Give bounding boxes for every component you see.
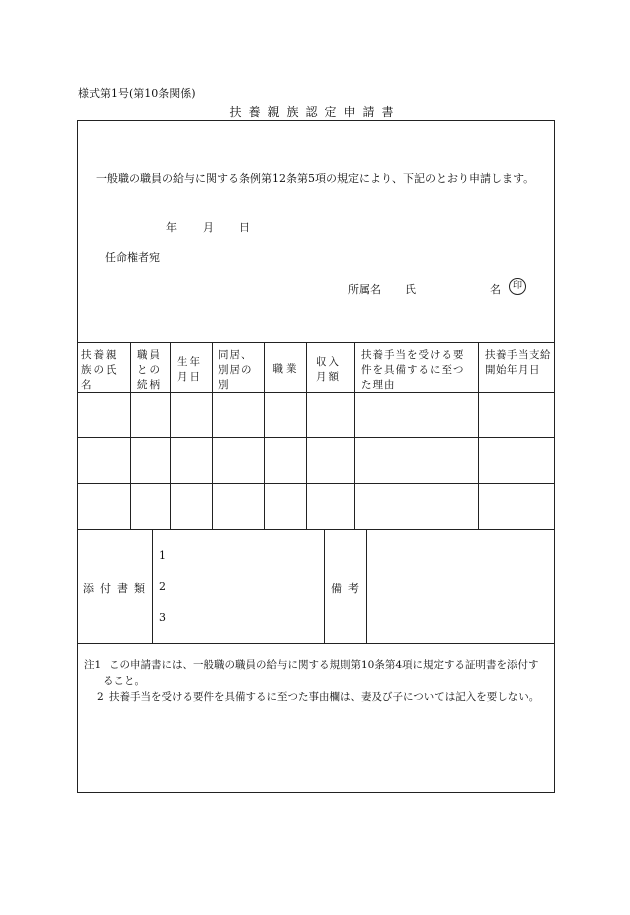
column-divider: [212, 342, 213, 529]
column-header-residence: 同居、別居の別: [218, 349, 253, 391]
note-2-number: 2: [97, 691, 104, 703]
intro-statement: 一般職の職員の給与に関する条例第12条第5項の規定により、下記のとおり申請します。: [96, 172, 535, 185]
attachment-item-3: 3: [159, 611, 166, 624]
note-2-text: 扶養手当を受ける要件を具備するに至つた事由欄は、妻及び子については記入を要しない。: [109, 691, 540, 703]
form-title: 扶養親族認定申請書: [229, 105, 401, 119]
date-month-label: 月: [203, 221, 214, 234]
table-row-divider: [77, 437, 555, 438]
column-divider: [478, 342, 479, 529]
attachments-bottom-border: [77, 643, 555, 644]
attachments-label: 添付書類: [83, 582, 151, 595]
attachment-item-1: 1: [159, 549, 166, 562]
attachments-divider: [366, 529, 367, 643]
date-year-label: 年: [166, 221, 177, 234]
addressee: 任命権者宛: [105, 251, 160, 264]
seal-mark: 印: [509, 278, 526, 295]
attachments-divider: [152, 529, 153, 643]
attachment-item-2: 2: [159, 580, 166, 593]
table-top-border: [77, 342, 555, 343]
form-number: 様式第1号(第10条関係): [78, 87, 196, 100]
affiliation-label: 所属名: [348, 283, 381, 296]
table-bottom-border: [77, 529, 555, 530]
column-header-relationship: 職員との続柄: [137, 349, 162, 391]
date-day-label: 日: [239, 221, 250, 234]
column-header-monthly-income: 収入月額: [316, 356, 341, 383]
name-label-2: 名: [490, 283, 501, 296]
column-divider: [306, 342, 307, 529]
column-header-occupation: 職業: [272, 363, 300, 375]
note-1-text: この申請書には、一般職の職員の給与に関する規則第10条第4項に規定する証明書を添付すること。: [103, 659, 539, 687]
column-divider: [130, 342, 131, 529]
column-header-start-date: 扶養手当支給開始年月日: [485, 349, 551, 376]
column-divider: [170, 342, 171, 529]
column-header-birth-date: 生年月日: [177, 356, 202, 383]
column-header-dependent-name: 扶養親族の氏名: [81, 349, 119, 391]
note-1-number: 注1: [84, 659, 102, 671]
table-row-divider: [77, 483, 555, 484]
column-divider: [264, 342, 265, 529]
name-label-1: 氏: [405, 283, 416, 296]
column-header-reason: 扶養手当を受ける要件を具備するに至つた理由: [361, 349, 465, 391]
remarks-label: 備考: [331, 582, 365, 595]
attachments-divider: [324, 529, 325, 643]
column-divider: [354, 342, 355, 529]
